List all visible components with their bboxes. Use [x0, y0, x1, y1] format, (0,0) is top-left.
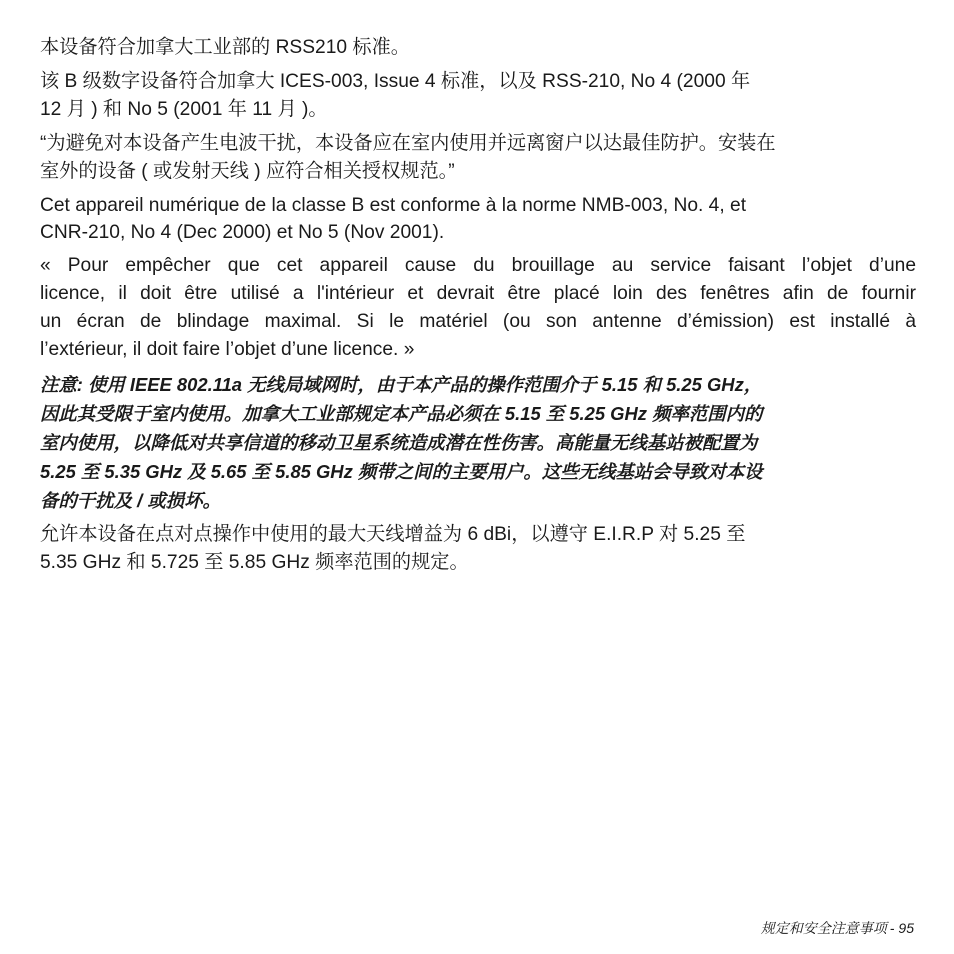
text-line: 室外的设备 ( 或发射天线 ) 应符合相关授权规范。” [40, 161, 455, 182]
text-line: 室内使用，以降低对共享信道的移动卫星系统造成潜在性伤害。高能量无线基站被配置为 [40, 432, 758, 453]
paragraph-rss210 [40, 34, 916, 62]
document-body [40, 34, 916, 583]
paragraph-nmb003-french [40, 192, 916, 246]
text-line: “为避免对本设备产生电波干扰，本设备应在室内使用并远离窗户以达最佳防护。安装在 [40, 133, 776, 154]
caution-note [40, 370, 916, 515]
text-line: 5.25 至 5.35 GHz 及 5.65 至 5.85 GHz 频带之间的主要用户。这些无线基站会导致对本设 [40, 461, 763, 482]
text-line: 12 月 ) 和 No 5 (2001 年 11 月 )。 [40, 99, 328, 120]
text-line: CNR-210, No 4 (Dec 2000) et No 5 (Nov 2001). [40, 222, 445, 243]
footer-section-title: 规定和安全注意事项 [760, 920, 887, 936]
paragraph-ices003-chinese [40, 68, 916, 124]
paragraph-interference-quote-french [40, 252, 916, 364]
paragraph-antenna-gain [40, 521, 916, 577]
paragraph-interference-quote-chinese [40, 130, 916, 186]
text-line: 注意: 使用 IEEE 802.11a 无线局域网时，由于本产品的操作范围介于 5.15 和 5.25 GHz， [40, 374, 763, 395]
text-line: 允许本设备在点对点操作中使用的最大天线增益为 6 dBi，以遵守 E.I.R.P 对 5.25 至 [40, 524, 746, 545]
text-line: 因此其受限于室内使用。加拿大工业部规定本产品必须在 5.15 至 5.25 GHz 频率范围内的 [40, 403, 763, 424]
text-line: l’extérieur, il doit faire l’objet d’une licence. » [40, 339, 415, 360]
page-number: 95 [898, 920, 914, 936]
text-line: « Pour empêcher que cet appareil cause du brouillage au service faisant l’objet d’une [40, 255, 916, 276]
page-footer [761, 918, 914, 938]
footer-separator: - [889, 920, 895, 936]
text-line: 该 B 级数字设备符合加拿大 ICES-003, Issue 4 标准，以及 RSS-210, No 4 (2000 年 [40, 71, 751, 92]
text-line: un écran de blindage maximal. Si le matériel (ou son antenne d’émission) est installé à [40, 311, 916, 332]
text-line: 本设备符合加拿大工业部的 RSS210 标准。 [40, 37, 410, 58]
text-line: Cet appareil numérique de la classe B est conforme à la norme NMB-003, No. 4, et [40, 195, 747, 216]
text-line: 5.35 GHz 和 5.725 至 5.85 GHz 频率范围的规定。 [40, 552, 469, 573]
text-line: 备的干扰及 / 或损坏。 [40, 490, 221, 511]
text-line: licence, il doit être utilisé a l'intérieur et devrait être placé loin des fenêtres afin de fournir [40, 283, 916, 304]
